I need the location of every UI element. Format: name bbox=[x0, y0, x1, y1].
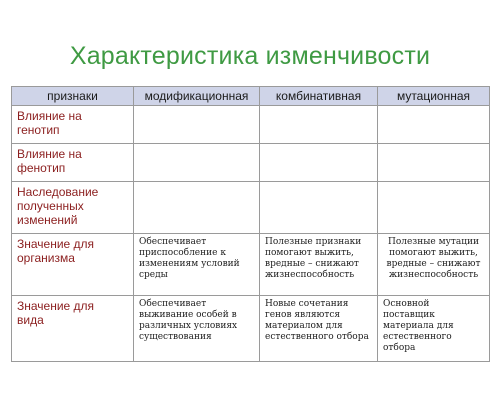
row-label-line: организма bbox=[17, 251, 75, 265]
cell-modification bbox=[134, 296, 260, 362]
cell-line: помогают выжить, bbox=[265, 248, 354, 258]
cell-combinative bbox=[260, 234, 378, 296]
cell-line: поставщик bbox=[383, 310, 435, 320]
cell-line: изменениям условий bbox=[139, 259, 240, 269]
row-label-line: Значение для bbox=[17, 299, 95, 313]
row-label-line: изменений bbox=[17, 213, 78, 227]
cell-mutational bbox=[378, 106, 490, 144]
cell-line: Новые сочетания bbox=[265, 299, 349, 309]
table-row bbox=[12, 144, 490, 182]
cell-modification bbox=[134, 106, 260, 144]
cell-line: приспособление к bbox=[139, 248, 226, 258]
variability-table bbox=[11, 86, 490, 362]
cell-combinative bbox=[260, 144, 378, 182]
cell-line: Полезные признаки bbox=[265, 237, 362, 247]
row-label-line: Наследование bbox=[17, 185, 99, 199]
cell-modification bbox=[134, 234, 260, 296]
cell-line: жизнеспособность bbox=[388, 270, 479, 280]
page-title: Характеристика изменчивости bbox=[69, 42, 431, 70]
row-label-line: полученных bbox=[17, 199, 84, 213]
row-label-line: фенотип bbox=[17, 161, 66, 175]
cell-line: среды bbox=[139, 270, 168, 280]
cell-mutational bbox=[378, 296, 490, 362]
cell-line: различных условиях bbox=[139, 321, 238, 331]
cell-combinative bbox=[260, 296, 378, 362]
cell-combinative bbox=[260, 106, 378, 144]
cell-combinative bbox=[260, 182, 378, 234]
cell-line: выживание особей в bbox=[139, 310, 237, 320]
header-combinative: комбинативная bbox=[260, 87, 378, 106]
cell-line: Обеспечивает bbox=[139, 299, 207, 309]
header-features: признаки bbox=[12, 87, 134, 106]
row-label bbox=[12, 182, 134, 234]
row-label bbox=[12, 296, 134, 362]
table-row bbox=[12, 234, 490, 296]
cell-line: материалом для bbox=[265, 321, 343, 331]
row-label-line: Влияние на bbox=[17, 147, 82, 161]
row-label-line: Значение для bbox=[17, 237, 95, 251]
cell-line: генов являются bbox=[265, 310, 341, 320]
table-row bbox=[12, 182, 490, 234]
cell-mutational bbox=[378, 234, 490, 296]
row-label bbox=[12, 106, 134, 144]
cell-line: Обеспечивает bbox=[139, 237, 207, 247]
row-label-line: вида bbox=[17, 313, 44, 327]
cell-line: отбора bbox=[383, 343, 416, 353]
cell-line: Основной bbox=[383, 299, 430, 309]
cell-line: естественного отбора bbox=[265, 332, 369, 342]
cell-modification bbox=[134, 144, 260, 182]
cell-line: естественного bbox=[383, 332, 452, 342]
cell-line: помогают выжить, bbox=[389, 248, 478, 258]
header-row bbox=[12, 87, 490, 106]
header-mutational: мутационная bbox=[378, 87, 490, 106]
row-label-line: генотип bbox=[17, 123, 60, 137]
cell-line: Полезные мутации bbox=[388, 237, 479, 247]
cell-line: вредные – снижают bbox=[265, 259, 359, 269]
row-label-line: Влияние на bbox=[17, 109, 82, 123]
header-modification: модификационная bbox=[134, 87, 260, 106]
table-row bbox=[12, 296, 490, 362]
table-row bbox=[12, 106, 490, 144]
cell-line: жизнеспособность bbox=[265, 270, 355, 280]
row-label bbox=[12, 234, 134, 296]
cell-line: вредные – снижают bbox=[386, 259, 481, 269]
cell-line: материала для bbox=[383, 321, 454, 331]
cell-modification bbox=[134, 182, 260, 234]
cell-mutational bbox=[378, 144, 490, 182]
cell-line: существования bbox=[139, 332, 212, 342]
row-label bbox=[12, 144, 134, 182]
cell-mutational bbox=[378, 182, 490, 234]
